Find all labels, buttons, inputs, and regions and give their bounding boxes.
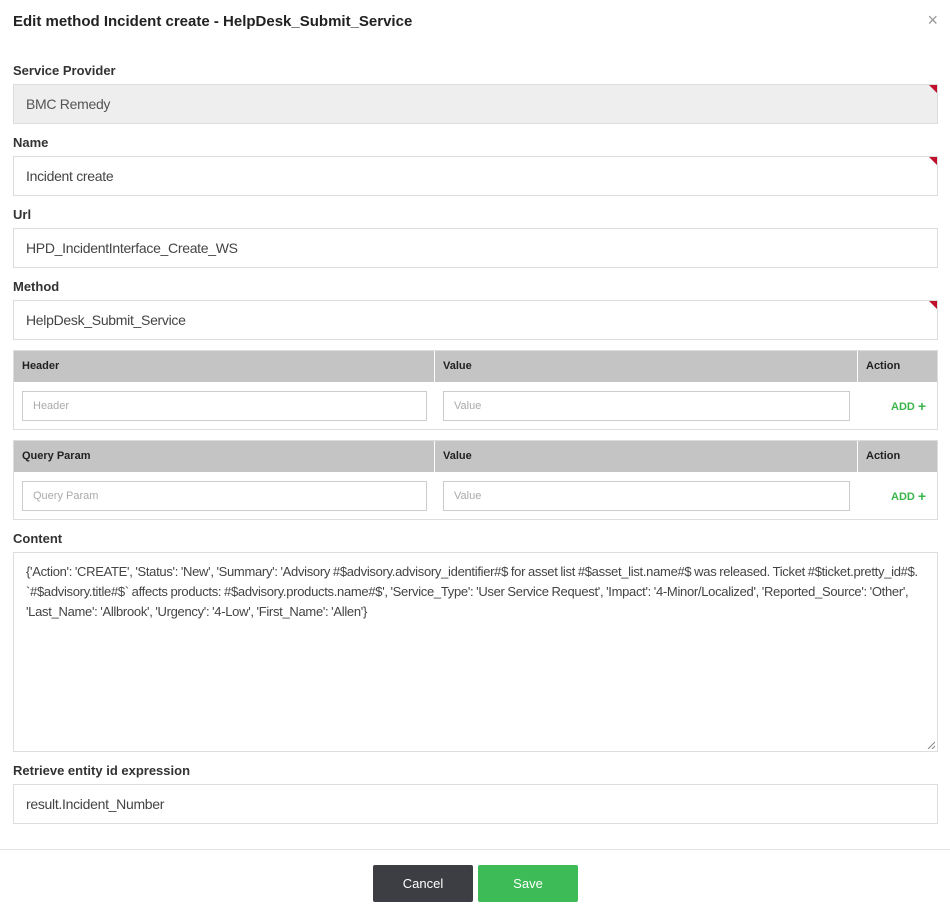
query-param-table-head	[14, 441, 937, 472]
add-header-label: ADD	[891, 401, 915, 413]
required-marker-icon	[929, 301, 937, 309]
content-value: {'Action': 'CREATE', 'Status': 'New', 'Summary': 'Advisory #$advisory.advisory_identifier#$ for asset list #$asset_list.name#$ was released. Ticket #$ticket.pretty_id#$. `#$advisory.title#$` affects products: #$advisory.products.name#$', 'Service_Type': 'User Service Request', 'Impact': '4-Minor/Localized', 'Reported_Source': 'Other', 'Last_Name': 'Allbrook', 'Urgency': '4-Low', 'First_Name': 'Allen'}	[26, 564, 918, 619]
header-table	[13, 350, 938, 430]
retrieve-expression-value: result.Incident_Number	[26, 796, 165, 812]
header-column-header: Header	[14, 351, 435, 382]
name-label: Name	[13, 135, 49, 150]
action-column-header: Action	[866, 450, 901, 462]
content-label: Content	[13, 531, 63, 546]
resize-handle-icon[interactable]	[927, 741, 935, 749]
required-marker-icon	[929, 85, 937, 93]
name-field[interactable]	[13, 156, 938, 196]
value-column-header: Value	[435, 441, 858, 472]
query-param-key-input[interactable]	[22, 481, 427, 511]
close-icon[interactable]: ×	[927, 10, 938, 30]
retrieve-expression-field[interactable]	[13, 784, 938, 824]
retrieve-expression-label: Retrieve entity id expression	[13, 763, 191, 778]
service-provider-field	[13, 84, 938, 124]
name-value: Incident create	[26, 168, 114, 184]
value-column-header: Value	[435, 351, 858, 382]
save-button[interactable]: Save	[478, 865, 578, 902]
query-param-table	[13, 440, 938, 520]
query-param-value-input[interactable]	[443, 481, 850, 511]
url-field[interactable]	[13, 228, 938, 268]
cancel-button[interactable]: Cancel	[373, 865, 473, 902]
plus-icon: +	[917, 488, 927, 504]
header-value-input[interactable]	[443, 391, 850, 421]
plus-icon: +	[917, 398, 927, 414]
action-column-header: Action	[866, 360, 901, 372]
header-table-head	[14, 351, 937, 382]
modal-title: Edit method Incident create - HelpDesk_Submit_Service	[13, 13, 413, 30]
query-param-column-header: Query Param	[14, 441, 435, 472]
url-value: HPD_IncidentInterface_Create_WS	[26, 240, 238, 256]
service-provider-label: Service Provider	[13, 63, 116, 78]
method-label: Method	[13, 279, 60, 294]
method-value: HelpDesk_Submit_Service	[26, 312, 186, 328]
add-query-param-label: ADD	[891, 491, 915, 503]
content-textarea[interactable]	[13, 552, 938, 752]
method-field[interactable]	[13, 300, 938, 340]
url-label: Url	[13, 207, 32, 222]
header-key-input[interactable]	[22, 391, 427, 421]
add-query-param-button[interactable]	[891, 488, 926, 504]
required-marker-icon	[929, 157, 937, 165]
service-provider-value: BMC Remedy	[26, 96, 111, 112]
add-header-button[interactable]	[891, 398, 926, 414]
footer-divider	[0, 849, 950, 850]
modal-header	[0, 0, 950, 44]
